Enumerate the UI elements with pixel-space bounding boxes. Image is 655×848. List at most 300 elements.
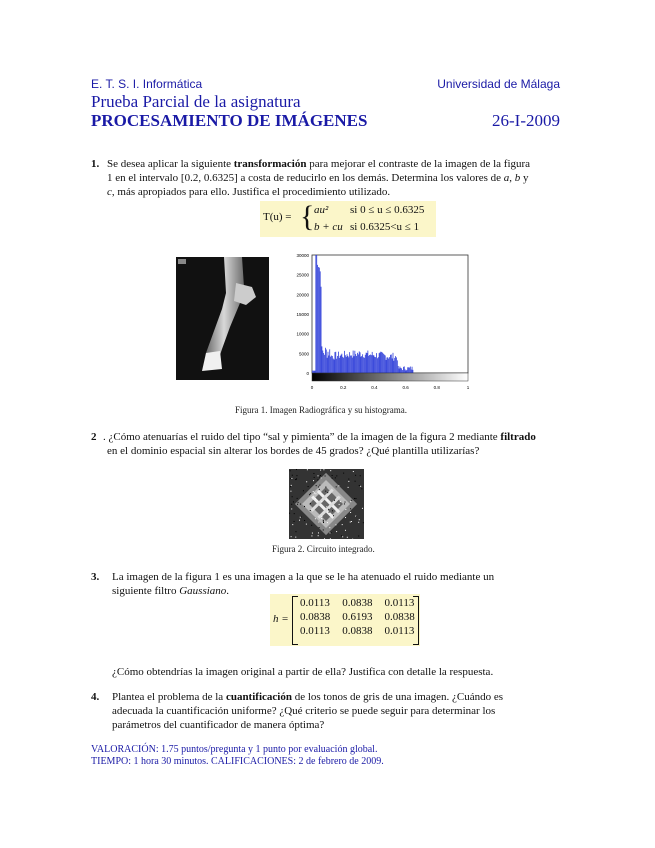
histogram-bar: [339, 358, 340, 373]
histogram-bar: [400, 367, 401, 373]
noise-pixel: [317, 479, 318, 480]
histogram-svg: [290, 250, 475, 400]
histogram-bar: [317, 265, 318, 373]
noise-pixel: [345, 517, 346, 518]
question-4: [91, 690, 569, 732]
histogram-bar: [330, 357, 331, 373]
histogram-bar: [359, 351, 360, 373]
noise-pixel: [314, 477, 315, 478]
histogram-bar: [402, 370, 403, 373]
noise-pixel: [329, 527, 330, 528]
question-number: 4.: [91, 691, 100, 703]
histogram-bar: [401, 368, 402, 373]
histogram-bar: [328, 356, 329, 373]
histogram-bar: [382, 353, 383, 373]
histogram-bar: [411, 370, 412, 373]
y-tick-label: 0: [306, 371, 309, 376]
question-number: 1.: [91, 158, 100, 170]
noise-pixel: [358, 522, 359, 523]
histogram-bar: [390, 355, 391, 373]
noise-pixel: [297, 504, 298, 505]
noise-pixel: [310, 503, 311, 504]
noise-pixel: [330, 538, 331, 539]
x-tick-label: 0: [310, 385, 314, 390]
histogram-bar: [397, 360, 398, 373]
noise-pixel: [345, 509, 346, 510]
histogram-bar: [325, 348, 326, 373]
histogram-bar: [406, 370, 407, 373]
y-tick-label: 15000: [296, 312, 309, 317]
noise-pixel: [296, 469, 297, 470]
noise-pixel: [353, 471, 354, 472]
histogram-bar: [381, 352, 382, 373]
school-name: E. T. S. I. Informática: [91, 77, 203, 91]
histogram-bar: [361, 357, 362, 373]
noise-pixel: [354, 498, 355, 499]
histogram-bar: [363, 357, 364, 373]
noise-pixel: [319, 489, 320, 490]
x-tick-label: 0.8: [433, 385, 440, 390]
noise-pixel: [347, 537, 348, 538]
question-4-line-2: adecuada la cuantificación uniforme? ¿Qué criterio se puede seguir para determinar los: [112, 705, 496, 717]
noise-pixel: [355, 481, 356, 482]
histogram-bar: [327, 358, 328, 373]
noise-pixel: [296, 478, 297, 479]
formula-lhs: T(u) =: [263, 211, 292, 223]
noise-pixel: [307, 469, 308, 470]
noise-pixel: [359, 519, 360, 520]
question-1-line-3: c, más apropiados para ello. Justifica el procedimiento utilizado.: [107, 186, 391, 198]
histogram-bar: [343, 358, 344, 373]
histogram-bar: [350, 356, 351, 373]
noise-pixel: [345, 530, 346, 531]
noise-pixel: [343, 473, 344, 474]
noise-pixel: [291, 536, 292, 537]
histogram-bar: [345, 355, 346, 373]
histogram-bar: [369, 355, 370, 373]
histogram-bar: [319, 268, 320, 373]
noise-pixel: [315, 493, 316, 494]
university-name: Universidad de Málaga: [437, 77, 560, 91]
histogram-chart: [290, 250, 475, 400]
histogram-bar: [388, 359, 389, 373]
noise-pixel: [319, 527, 320, 528]
histogram-bar: [364, 358, 365, 373]
histogram-bar: [340, 356, 341, 373]
x-tick-label: 0.6: [402, 385, 409, 390]
histogram-bar: [322, 350, 323, 373]
histogram-bar: [367, 353, 368, 373]
histogram-bar: [352, 358, 353, 373]
histogram-bar: [393, 353, 394, 373]
noise-pixel: [325, 487, 326, 488]
histogram-bar: [412, 367, 413, 373]
histogram-bar: [396, 357, 397, 373]
noise-pixel: [304, 520, 305, 521]
histogram-bar: [395, 356, 396, 373]
matrix-label: h =: [273, 613, 289, 625]
noise-pixel: [323, 522, 324, 523]
x-tick-label: 0.2: [340, 385, 347, 390]
noise-pixel: [338, 485, 339, 486]
histogram-bar: [348, 356, 349, 373]
noise-pixel: [320, 475, 321, 476]
noise-pixel: [289, 513, 290, 514]
histogram-bar: [400, 368, 401, 373]
noise-pixel: [325, 491, 326, 492]
histogram-bar: [372, 352, 373, 373]
noise-pixel: [318, 535, 319, 536]
histogram-bar: [356, 356, 357, 373]
question-2-line-2: en el dominio espacial sin alterar los bordes de 45 grados? ¿Qué plantilla utilizarías?: [107, 445, 480, 457]
noise-pixel: [321, 516, 322, 517]
histogram-bar: [322, 346, 323, 373]
histogram-bar: [335, 352, 336, 373]
histogram-bar: [370, 355, 371, 373]
histogram-bar: [407, 367, 408, 373]
histogram-bar: [323, 353, 324, 373]
transform-formula: [260, 201, 436, 237]
exam-date: 26-I-2009: [492, 111, 560, 130]
histogram-bar: [344, 351, 345, 373]
noise-pixel: [323, 529, 324, 530]
histogram-bar: [362, 354, 363, 373]
histogram-bar: [410, 367, 411, 373]
noise-pixel: [321, 518, 322, 519]
x-tick-label: 0.4: [371, 385, 378, 390]
noise-pixel: [360, 486, 361, 487]
noise-pixel: [350, 512, 351, 513]
noise-pixel: [313, 473, 314, 474]
noise-pixel: [318, 475, 319, 476]
histogram-bar: [357, 353, 358, 373]
histogram-bar: [367, 351, 368, 373]
noise-pixel: [355, 475, 356, 476]
noise-pixel: [329, 532, 330, 533]
noise-pixel: [296, 475, 297, 476]
histogram-bar: [377, 358, 378, 373]
histogram-bar: [354, 356, 355, 373]
y-tick-label: 25000: [296, 272, 309, 278]
histogram-bar: [392, 358, 393, 373]
noise-pixel: [309, 494, 310, 495]
y-tick-label: 5000: [298, 351, 309, 357]
histogram-bar: [398, 366, 399, 373]
histogram-bar: [341, 354, 342, 373]
histogram-bar: [354, 351, 355, 373]
noise-pixel: [313, 491, 314, 492]
noise-pixel: [326, 506, 327, 507]
noise-pixel: [291, 504, 292, 505]
histogram-bar: [394, 358, 395, 373]
noise-pixel: [308, 486, 309, 487]
matrix-cell: 0.0113: [300, 625, 330, 637]
noise-pixel: [316, 485, 317, 486]
noise-pixel: [363, 522, 364, 523]
histogram-bar: [315, 255, 316, 373]
noise-pixel: [344, 503, 345, 504]
noise-pixel: [319, 477, 320, 478]
histogram-bar: [408, 367, 409, 373]
noise-pixel: [291, 478, 292, 479]
noise-pixel: [315, 498, 316, 499]
noise-pixel: [324, 538, 325, 539]
formula-cond-1: si 0 ≤ u ≤ 0.6325: [350, 204, 425, 216]
histogram-bar: [336, 359, 337, 373]
noise-pixel: [314, 492, 315, 493]
x-tick-label: 1: [466, 385, 470, 390]
noise-pixel: [355, 516, 356, 517]
histogram-bar: [384, 355, 385, 373]
histogram-bar: [312, 371, 313, 373]
histogram-bar: [347, 354, 348, 373]
histogram-bar: [374, 357, 375, 373]
histogram-bar: [338, 352, 339, 373]
histogram-bar: [324, 355, 325, 373]
noise-pixel: [330, 470, 331, 471]
matrix-cell: 0.0838: [342, 597, 373, 609]
noise-pixel: [348, 479, 349, 480]
histogram-bar: [334, 360, 335, 373]
matrix-cell: 0.6193: [342, 611, 373, 623]
noise-pixel: [298, 502, 299, 503]
noise-pixel: [332, 478, 333, 479]
figure-1-caption: Figura 1. Imagen Radiográfica y su histograma.: [235, 405, 407, 415]
noise-pixel: [350, 508, 351, 509]
noise-pixel: [321, 477, 322, 478]
noise-pixel: [300, 517, 301, 518]
matrix-row: [294, 624, 421, 638]
y-tick-label: 20000: [296, 292, 309, 298]
exam-title: Prueba Parcial de la asignatura: [91, 92, 301, 111]
noise-pixel: [360, 475, 361, 476]
noise-pixel: [341, 535, 342, 536]
histogram-bar: [329, 349, 330, 373]
histogram-bar: [385, 355, 386, 373]
noise-pixel: [333, 515, 334, 516]
histogram-bar: [353, 351, 354, 373]
histogram-bar: [361, 356, 362, 373]
histogram-bar: [331, 356, 332, 373]
histogram-bar: [409, 368, 410, 373]
noise-pixel: [351, 500, 352, 501]
histogram-bar: [376, 353, 377, 373]
y-tick-label: 30000: [296, 253, 309, 258]
histogram-bar: [341, 355, 342, 373]
noise-pixel: [312, 533, 313, 534]
histogram-bar: [326, 350, 327, 373]
histogram-bar: [386, 360, 387, 373]
noise-pixel: [311, 525, 312, 526]
noise-pixel: [311, 535, 312, 536]
noise-pixel: [292, 475, 293, 476]
noise-pixel: [350, 501, 351, 502]
noise-pixel: [348, 481, 349, 482]
figure-2-caption: Figura 2. Circuito integrado.: [272, 544, 375, 554]
noise-pixel: [339, 504, 340, 505]
noise-pixel: [318, 522, 319, 523]
noise-pixel: [335, 524, 336, 525]
histogram-bar: [342, 357, 343, 373]
noise-pixel: [294, 521, 295, 522]
noise-pixel: [292, 524, 293, 525]
histogram-bar: [333, 359, 334, 373]
noise-pixel: [300, 504, 301, 505]
noise-pixel: [327, 492, 328, 493]
question-3-line-2: siguiente filtro Gaussiano.: [112, 585, 230, 597]
matrix-row: [294, 610, 421, 624]
noise-pixel: [295, 479, 296, 480]
noise-pixel: [332, 510, 333, 511]
histogram-bar: [387, 357, 388, 373]
noise-pixel: [321, 501, 322, 502]
radiograph-image: [176, 257, 269, 380]
noise-pixel: [290, 470, 291, 471]
histogram-bar: [349, 352, 350, 373]
noise-pixel: [306, 524, 307, 525]
noise-pixel: [291, 508, 292, 509]
noise-pixel: [290, 491, 291, 492]
histogram-bar: [366, 353, 367, 373]
noise-pixel: [336, 531, 337, 532]
matrix-cell: 0.0113: [384, 625, 415, 637]
histogram-bar: [355, 354, 356, 373]
noise-pixel: [334, 500, 335, 501]
histogram-bar: [360, 352, 361, 373]
histogram-bar: [321, 287, 322, 373]
histogram-bar: [413, 370, 414, 373]
histogram-bar: [378, 357, 379, 373]
matrix-row: [294, 596, 421, 610]
histogram-bar: [365, 355, 366, 373]
grading-info: VALORACIÓN: 1.75 puntos/pregunta y 1 punto por evaluación global.: [91, 744, 378, 755]
histogram-bar: [379, 353, 380, 373]
noise-pixel: [337, 497, 338, 498]
matrix-cell: 0.0838: [300, 611, 331, 623]
histogram-bar: [383, 354, 384, 373]
histogram-bar: [373, 355, 374, 373]
histogram-bar: [346, 357, 347, 373]
noise-pixel: [303, 490, 304, 491]
histogram-bar: [337, 356, 338, 373]
noise-pixel: [328, 509, 329, 510]
noise-pixel: [342, 536, 343, 537]
histogram-bar: [406, 371, 407, 373]
noise-pixel: [295, 531, 296, 532]
formula-case-2: b + cu: [314, 221, 343, 233]
histogram-bar: [399, 368, 400, 373]
histogram-bar: [389, 357, 390, 373]
question-number: 3.: [91, 571, 100, 583]
noise-pixel: [336, 486, 337, 487]
histogram-bar: [335, 352, 336, 373]
histogram-bar: [313, 371, 314, 373]
noise-pixel: [327, 500, 328, 501]
histogram-bar: [391, 354, 392, 373]
noise-pixel: [310, 510, 311, 511]
noise-pixel: [336, 475, 337, 476]
question-1: [91, 157, 569, 199]
noise-pixel: [331, 532, 332, 533]
noise-pixel: [318, 486, 319, 487]
matrix-cell: 0.0838: [342, 625, 373, 637]
histogram-bar: [314, 371, 315, 373]
histogram-bar: [316, 255, 317, 373]
noise-pixel: [335, 477, 336, 478]
noise-pixel: [362, 508, 363, 509]
y-tick-label: 10000: [296, 331, 309, 337]
noise-pixel: [319, 485, 320, 486]
noise-pixel: [292, 496, 293, 497]
histogram-bar: [332, 356, 333, 373]
noise-pixel: [342, 524, 343, 525]
histogram-bar: [318, 267, 319, 373]
noise-pixel: [295, 537, 296, 538]
matrix-cell: 0.0113: [300, 597, 330, 609]
question-2: [91, 430, 569, 458]
noise-pixel: [361, 488, 362, 489]
histogram-bar: [393, 361, 394, 373]
noise-pixel: [323, 469, 324, 470]
noise-pixel: [351, 521, 352, 522]
noise-pixel: [313, 480, 314, 481]
noise-pixel: [359, 485, 360, 486]
histogram-bar: [351, 355, 352, 373]
noise-pixel: [327, 522, 328, 523]
gaussian-filter-matrix: [270, 594, 420, 646]
noise-pixel: [291, 485, 292, 486]
histogram-bar: [371, 355, 372, 373]
noise-pixel: [294, 513, 295, 514]
noise-pixel: [358, 535, 359, 536]
formula-cond-2: si 0.6325<u ≤ 1: [350, 221, 420, 233]
histogram-bar: [320, 271, 321, 373]
matrix-table: [294, 596, 421, 638]
histogram-bar: [315, 371, 316, 373]
noise-pixel: [315, 518, 316, 519]
histogram-bar: [380, 352, 381, 373]
histogram-bar: [328, 352, 329, 373]
course-title: PROCESAMIENTO DE IMÁGENES: [91, 111, 368, 130]
question-1-line-1: Se desea aplicar la siguiente transformación para mejorar el contraste de la imagen de la figura: [107, 158, 531, 170]
histogram-bar: [380, 352, 381, 373]
noise-pixel: [344, 502, 345, 503]
question-2-line-1: . ¿Cómo atenuarías el ruido del tipo “sal y pimienta” de la imagen de la figura 2 mediante filtrado: [103, 431, 536, 443]
histogram-bar: [404, 366, 405, 373]
noise-pixel: [297, 498, 298, 499]
time-info: TIEMPO: 1 hora 30 minutos. CALIFICACIONES: 2 de febrero de 2009.: [91, 756, 384, 767]
noise-pixel: [306, 481, 307, 482]
noise-pixel: [332, 475, 333, 476]
noise-pixel: [348, 487, 349, 488]
formula-case-1: au²: [314, 204, 329, 216]
question-number: 2: [91, 431, 97, 443]
noise-pixel: [290, 486, 291, 487]
noise-pixel: [293, 501, 294, 502]
noise-pixel: [318, 532, 319, 533]
noise-pixel: [355, 498, 356, 499]
histogram-bar: [374, 355, 375, 373]
histogram-bar: [405, 369, 406, 373]
question-4-line-1: Plantea el problema de la cuantificación de los tonos de gris de una imagen. ¿Cuándo es: [112, 691, 504, 703]
noise-pixel: [323, 521, 324, 522]
noise-pixel: [323, 520, 324, 521]
circuit-image: [289, 469, 364, 539]
question-3-line-3: ¿Cómo obtendrías la imagen original a partir de ella? Justifica con detalle la respuesta.: [112, 666, 494, 678]
histogram-bar: [387, 358, 388, 373]
noise-pixel: [320, 470, 321, 471]
noise-pixel: [290, 478, 291, 479]
